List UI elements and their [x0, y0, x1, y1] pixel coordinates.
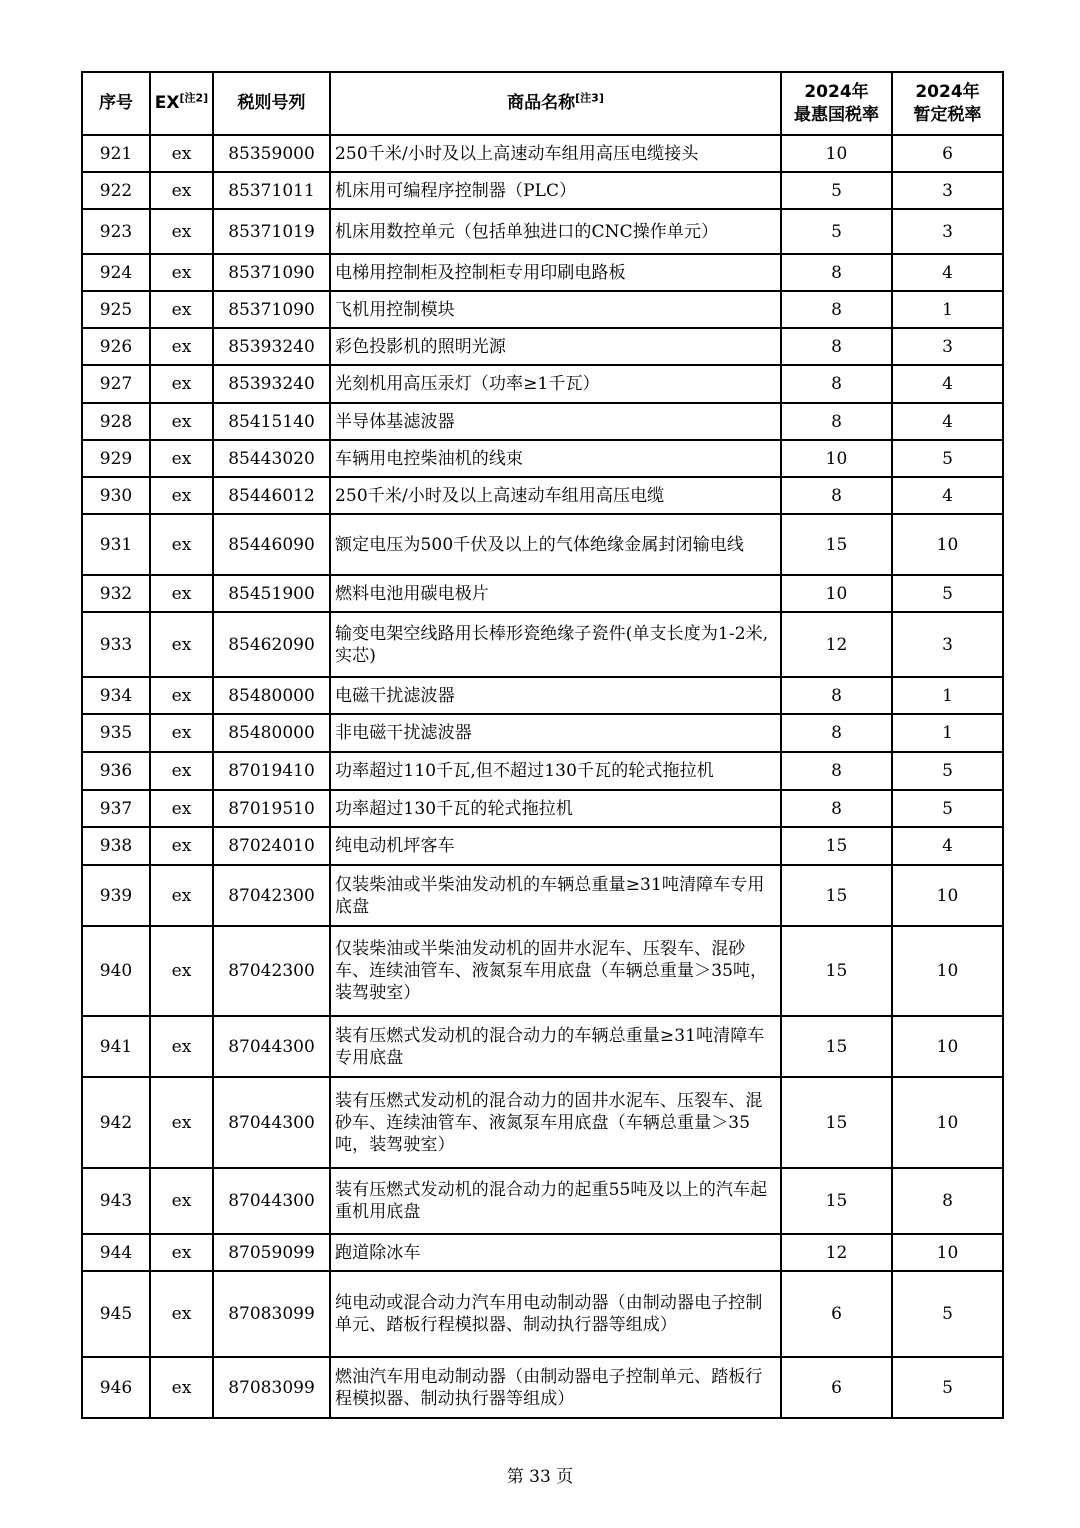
- cell-seq: 930: [82, 477, 150, 514]
- cell-provisional-rate: 3: [892, 172, 1003, 209]
- cell-code: 85443020: [213, 440, 330, 477]
- cell-code: 87042300: [213, 926, 330, 1016]
- cell-seq: 945: [82, 1271, 150, 1357]
- cell-mfn-rate: 15: [781, 514, 892, 575]
- cell-seq: 926: [82, 328, 150, 365]
- table-row: [82, 135, 1003, 172]
- cell-mfn-rate: 12: [781, 1234, 892, 1271]
- table-row: [82, 328, 1003, 365]
- table-row: [82, 209, 1003, 254]
- cell-name: 彩色投影机的照明光源: [330, 328, 781, 365]
- header-ex: EX[注2]: [150, 72, 213, 135]
- cell-seq: 929: [82, 440, 150, 477]
- cell-provisional-rate: 5: [892, 790, 1003, 827]
- page-number: 第 33 页: [506, 1467, 574, 1487]
- tariff-table: [81, 71, 1004, 1419]
- header-name: 商品名称[注3]: [330, 72, 781, 135]
- table-row: [82, 1357, 1003, 1418]
- cell-mfn-rate: 8: [781, 328, 892, 365]
- cell-seq: 933: [82, 612, 150, 677]
- cell-seq: 922: [82, 172, 150, 209]
- cell-provisional-rate: 10: [892, 514, 1003, 575]
- header-name-note: [注3]: [575, 91, 604, 105]
- cell-ex: ex: [150, 1168, 213, 1234]
- table-row: [82, 827, 1003, 865]
- cell-seq: 931: [82, 514, 150, 575]
- table-row: [82, 1271, 1003, 1357]
- cell-ex: ex: [150, 209, 213, 254]
- cell-seq: 924: [82, 254, 150, 291]
- cell-seq: 934: [82, 677, 150, 714]
- table-row: [82, 1016, 1003, 1077]
- table-row: [82, 790, 1003, 827]
- header-mfn-rate: 2024年 最惠国税率: [781, 72, 892, 135]
- table-body: [82, 135, 1003, 1418]
- cell-name: 仅装柴油或半柴油发动机的车辆总重量≥31吨清障车专用底盘: [330, 865, 781, 926]
- cell-code: 85415140: [213, 403, 330, 440]
- cell-name: 电梯用控制柜及控制柜专用印刷电路板: [330, 254, 781, 291]
- cell-code: 85451900: [213, 575, 330, 612]
- cell-name: 机床用可编程序控制器（PLC）: [330, 172, 781, 209]
- cell-mfn-rate: 8: [781, 403, 892, 440]
- cell-ex: ex: [150, 827, 213, 865]
- cell-mfn-rate: 8: [781, 291, 892, 328]
- cell-ex: ex: [150, 328, 213, 365]
- cell-provisional-rate: 4: [892, 365, 1003, 403]
- table-row: [82, 752, 1003, 790]
- cell-name: 250千米/小时及以上高速动车组用高压电缆: [330, 477, 781, 514]
- table-row: [82, 291, 1003, 328]
- cell-mfn-rate: 8: [781, 677, 892, 714]
- cell-name: 非电磁干扰滤波器: [330, 714, 781, 752]
- cell-ex: ex: [150, 865, 213, 926]
- header-code: 税则号列: [213, 72, 330, 135]
- cell-ex: ex: [150, 1077, 213, 1168]
- cell-code: 85371090: [213, 254, 330, 291]
- cell-provisional-rate: 4: [892, 477, 1003, 514]
- cell-ex: ex: [150, 1271, 213, 1357]
- cell-ex: ex: [150, 477, 213, 514]
- cell-mfn-rate: 8: [781, 477, 892, 514]
- cell-mfn-rate: 6: [781, 1271, 892, 1357]
- table-row: [82, 714, 1003, 752]
- cell-seq: 941: [82, 1016, 150, 1077]
- cell-ex: ex: [150, 514, 213, 575]
- cell-seq: 921: [82, 135, 150, 172]
- cell-name: 燃油汽车用电动制动器（由制动器电子控制单元、踏板行程模拟器、制动执行器等组成）: [330, 1357, 781, 1418]
- cell-name: 仅装柴油或半柴油发动机的固井水泥车、压裂车、混砂车、连续油管车、液氮泵车用底盘（车辆总重量＞35吨，装驾驶室）: [330, 926, 781, 1016]
- cell-code: 85480000: [213, 677, 330, 714]
- cell-ex: ex: [150, 790, 213, 827]
- cell-seq: 939: [82, 865, 150, 926]
- cell-ex: ex: [150, 926, 213, 1016]
- cell-code: 87042300: [213, 865, 330, 926]
- table-row: [82, 477, 1003, 514]
- cell-provisional-rate: 8: [892, 1168, 1003, 1234]
- cell-ex: ex: [150, 575, 213, 612]
- cell-mfn-rate: 15: [781, 827, 892, 865]
- cell-code: 87019410: [213, 752, 330, 790]
- cell-name: 纯电动或混合动力汽车用电动制动器（由制动器电子控制单元、踏板行程模拟器、制动执行器等组成）: [330, 1271, 781, 1357]
- cell-mfn-rate: 12: [781, 612, 892, 677]
- cell-ex: ex: [150, 1357, 213, 1418]
- table-row: [82, 575, 1003, 612]
- cell-ex: ex: [150, 365, 213, 403]
- cell-provisional-rate: 5: [892, 752, 1003, 790]
- cell-mfn-rate: 8: [781, 254, 892, 291]
- table-row: [82, 440, 1003, 477]
- cell-mfn-rate: 15: [781, 1168, 892, 1234]
- cell-ex: ex: [150, 254, 213, 291]
- cell-provisional-rate: 4: [892, 403, 1003, 440]
- table-row: [82, 677, 1003, 714]
- cell-code: 87044300: [213, 1077, 330, 1168]
- table-row: [82, 926, 1003, 1016]
- cell-mfn-rate: 15: [781, 1077, 892, 1168]
- cell-provisional-rate: 5: [892, 1271, 1003, 1357]
- cell-code: 85446012: [213, 477, 330, 514]
- table-row: [82, 365, 1003, 403]
- cell-code: 87044300: [213, 1168, 330, 1234]
- cell-mfn-rate: 5: [781, 209, 892, 254]
- cell-name: 跑道除冰车: [330, 1234, 781, 1271]
- cell-provisional-rate: 3: [892, 209, 1003, 254]
- cell-code: 87083099: [213, 1271, 330, 1357]
- cell-provisional-rate: 10: [892, 926, 1003, 1016]
- cell-code: 85480000: [213, 714, 330, 752]
- cell-mfn-rate: 10: [781, 135, 892, 172]
- cell-name: 电磁干扰滤波器: [330, 677, 781, 714]
- cell-name: 燃料电池用碳电极片: [330, 575, 781, 612]
- cell-seq: 925: [82, 291, 150, 328]
- cell-provisional-rate: 1: [892, 714, 1003, 752]
- table-row: [82, 172, 1003, 209]
- cell-ex: ex: [150, 752, 213, 790]
- cell-seq: 937: [82, 790, 150, 827]
- cell-ex: ex: [150, 135, 213, 172]
- cell-provisional-rate: 4: [892, 254, 1003, 291]
- header-seq: 序号: [82, 72, 150, 135]
- cell-code: 85371090: [213, 291, 330, 328]
- cell-name: 装有压燃式发动机的混合动力的起重55吨及以上的汽车起重机用底盘: [330, 1168, 781, 1234]
- cell-provisional-rate: 1: [892, 677, 1003, 714]
- cell-ex: ex: [150, 714, 213, 752]
- table-row: [82, 1077, 1003, 1168]
- cell-mfn-rate: 15: [781, 926, 892, 1016]
- cell-name: 额定电压为500千伏及以上的气体绝缘金属封闭输电线: [330, 514, 781, 575]
- table-row: [82, 1168, 1003, 1234]
- cell-code: 85371011: [213, 172, 330, 209]
- cell-seq: 940: [82, 926, 150, 1016]
- cell-seq: 923: [82, 209, 150, 254]
- cell-mfn-rate: 15: [781, 865, 892, 926]
- cell-code: 85359000: [213, 135, 330, 172]
- cell-name: 输变电架空线路用长棒形瓷绝缘子瓷件(单支长度为1-2米,实芯): [330, 612, 781, 677]
- cell-mfn-rate: 5: [781, 172, 892, 209]
- cell-mfn-rate: 6: [781, 1357, 892, 1418]
- cell-provisional-rate: 3: [892, 612, 1003, 677]
- cell-seq: 944: [82, 1234, 150, 1271]
- cell-code: 87024010: [213, 827, 330, 865]
- cell-mfn-rate: 8: [781, 365, 892, 403]
- cell-ex: ex: [150, 403, 213, 440]
- cell-seq: 935: [82, 714, 150, 752]
- cell-ex: ex: [150, 612, 213, 677]
- cell-mfn-rate: 8: [781, 752, 892, 790]
- header-provisional-rate: 2024年 暂定税率: [892, 72, 1003, 135]
- cell-provisional-rate: 5: [892, 575, 1003, 612]
- cell-code: 87059099: [213, 1234, 330, 1271]
- cell-provisional-rate: 1: [892, 291, 1003, 328]
- table-row: [82, 865, 1003, 926]
- cell-seq: 938: [82, 827, 150, 865]
- cell-name: 车辆用电控柴油机的线束: [330, 440, 781, 477]
- cell-name: 功率超过130千瓦的轮式拖拉机: [330, 790, 781, 827]
- cell-ex: ex: [150, 1234, 213, 1271]
- cell-provisional-rate: 10: [892, 1077, 1003, 1168]
- cell-mfn-rate: 8: [781, 714, 892, 752]
- cell-seq: 946: [82, 1357, 150, 1418]
- cell-seq: 927: [82, 365, 150, 403]
- cell-mfn-rate: 10: [781, 575, 892, 612]
- cell-name: 飞机用控制模块: [330, 291, 781, 328]
- cell-provisional-rate: 10: [892, 865, 1003, 926]
- cell-mfn-rate: 15: [781, 1016, 892, 1077]
- table-row: [82, 612, 1003, 677]
- cell-name: 装有压燃式发动机的混合动力的车辆总重量≥31吨清障车专用底盘: [330, 1016, 781, 1077]
- cell-name: 250千米/小时及以上高速动车组用高压电缆接头: [330, 135, 781, 172]
- cell-seq: 942: [82, 1077, 150, 1168]
- cell-code: 87044300: [213, 1016, 330, 1077]
- cell-name: 功率超过110千瓦,但不超过130千瓦的轮式拖拉机: [330, 752, 781, 790]
- table-row: [82, 1234, 1003, 1271]
- cell-name: 半导体基滤波器: [330, 403, 781, 440]
- cell-seq: 932: [82, 575, 150, 612]
- cell-provisional-rate: 5: [892, 1357, 1003, 1418]
- cell-code: 85446090: [213, 514, 330, 575]
- cell-code: 85371019: [213, 209, 330, 254]
- cell-mfn-rate: 10: [781, 440, 892, 477]
- cell-ex: ex: [150, 677, 213, 714]
- cell-mfn-rate: 8: [781, 790, 892, 827]
- cell-provisional-rate: 4: [892, 827, 1003, 865]
- cell-name: 光刻机用高压汞灯（功率≥1千瓦）: [330, 365, 781, 403]
- cell-code: 87019510: [213, 790, 330, 827]
- cell-seq: 928: [82, 403, 150, 440]
- cell-provisional-rate: 3: [892, 328, 1003, 365]
- cell-provisional-rate: 5: [892, 440, 1003, 477]
- table-row: [82, 514, 1003, 575]
- cell-seq: 943: [82, 1168, 150, 1234]
- cell-name: 装有压燃式发动机的混合动力的固井水泥车、压裂车、混砂车、连续油管车、液氮泵车用底盘（车辆总重量＞35吨，装驾驶室）: [330, 1077, 781, 1168]
- cell-provisional-rate: 10: [892, 1016, 1003, 1077]
- table-row: [82, 403, 1003, 440]
- cell-ex: ex: [150, 440, 213, 477]
- table-row: [82, 254, 1003, 291]
- cell-name: 纯电动机坪客车: [330, 827, 781, 865]
- cell-ex: ex: [150, 291, 213, 328]
- cell-ex: ex: [150, 1016, 213, 1077]
- cell-provisional-rate: 10: [892, 1234, 1003, 1271]
- header-ex-note: [注2]: [179, 91, 209, 105]
- cell-provisional-rate: 6: [892, 135, 1003, 172]
- table-header-row: [82, 72, 1003, 135]
- cell-code: 85393240: [213, 365, 330, 403]
- cell-code: 85393240: [213, 328, 330, 365]
- cell-ex: ex: [150, 172, 213, 209]
- cell-code: 85462090: [213, 612, 330, 677]
- cell-code: 87083099: [213, 1357, 330, 1418]
- cell-seq: 936: [82, 752, 150, 790]
- cell-name: 机床用数控单元（包括单独进口的CNC操作单元）: [330, 209, 781, 254]
